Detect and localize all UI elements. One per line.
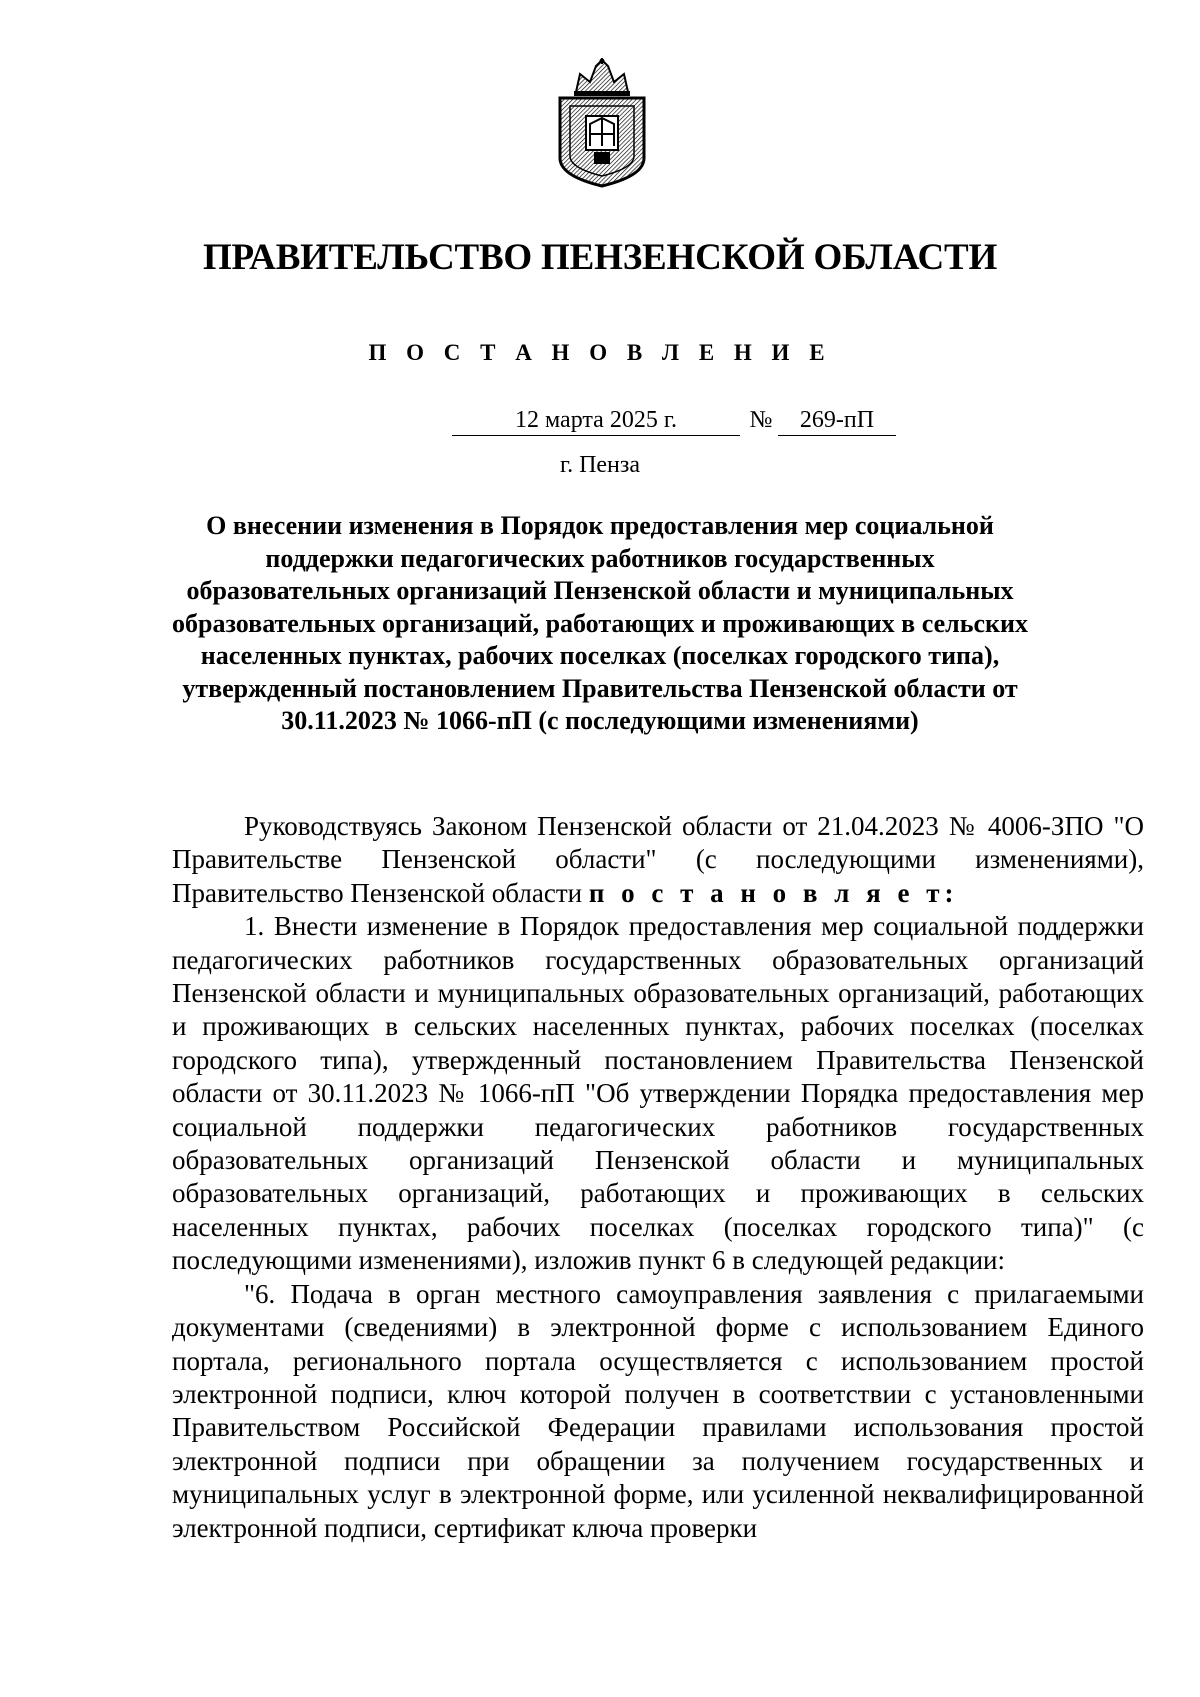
document-date: 12 марта 2025 г. (452, 405, 740, 436)
preamble-paragraph (172, 810, 1144, 910)
number-sign: № (749, 407, 773, 433)
coat-of-arms-icon (550, 58, 654, 188)
government-title: ПРАВИТЕЛЬСТВО ПЕНЗЕНСКОЙ ОБЛАСТИ (202, 237, 998, 278)
document-heading: О внесении изменения в Порядок предоставления мер социальной поддержки педагогических работников государственных образовательных организаций Пензенской области и муниципальных образовательных организаций, работающих и проживающих в сельских населенных пунктах, рабочих поселках (поселках городского типа), утвержденный постановлением Правительства Пензенской области от 30.11.2023 № 1066-пП (с последующими изменениями) (172, 511, 1028, 735)
document-body (172, 810, 1144, 1545)
item-6-paragraph: "6. Подача в орган местного самоуправления заявления с прилагаемыми документами (сведениями) в электронной форме с использованием Единого портала, регионального портала осуществляется с использованием простой электронной подписи, ключ которой получен в соответствии с установленными Правительством Российской Федерации правилами использования простой электронной подписи при обращении за получением государственных и муниципальных услуг в электронной форме, или усиленной неквалифицированной электронной подписи, сертификат ключа проверки (172, 1278, 1144, 1543)
city: г. Пенза (559, 452, 641, 478)
item-1-paragraph: 1. Внести изменение в Порядок предоставления мер социальной поддержки педагогических работников государственных образовательных организаций Пензенской области и муниципальных образовательных организаций, работающих и проживающих в сельских населенных пунктах, рабочих поселках (поселках городского типа), утвержденный постановлением Правительства Пензенской области от 30.11.2023 № 1066-пП "Об утверждении Порядка предоставления мер социальной поддержки педагогических работников государственных образовательных организаций Пензенской области и муниципальных образовательных организаций, работающих и проживающих в сельских населенных пунктах, рабочих поселках (поселках городского типа)" (с последующими изменениями), изложив пункт 6 в следующей редакции: (172, 911, 1144, 1276)
document-number: 269-пП (778, 405, 896, 436)
preamble-text: Руководствуясь Законом Пензенской области от 21.04.2023 № 4006-ЗПО "О Правительстве Пензенской области" (с последующими изменениями), Правительство Пензенской области (172, 811, 1144, 908)
document-type: П О С Т А Н О В Л Е Н И Е (368, 340, 832, 365)
decision-word: п о с т а н о в л я е т: (588, 877, 959, 908)
